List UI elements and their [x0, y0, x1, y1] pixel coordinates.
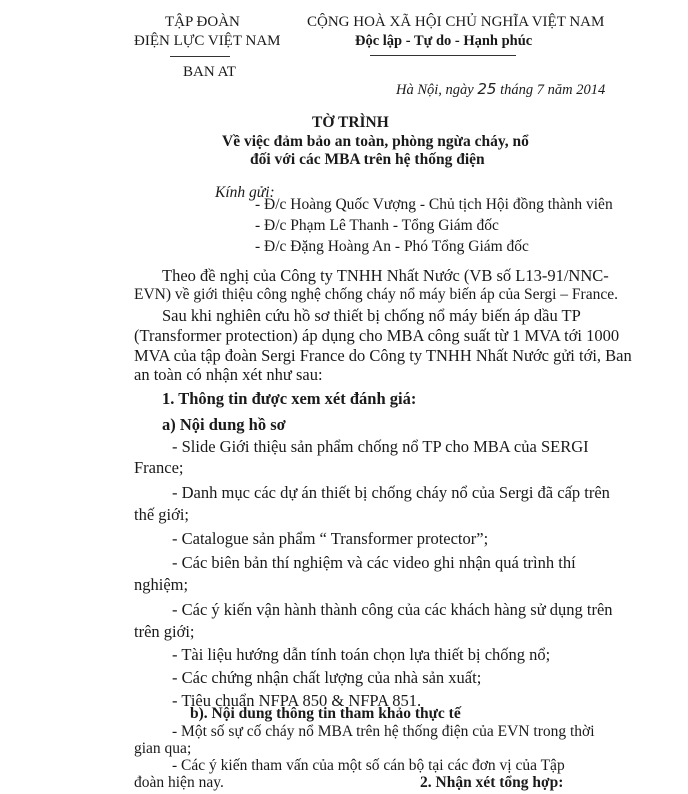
unit-name: BAN AT	[183, 64, 236, 80]
date-line	[396, 80, 605, 99]
list-item: France;	[134, 458, 184, 477]
date-month: tháng 7	[500, 82, 544, 98]
org-line1: TẬP ĐOÀN	[165, 14, 240, 30]
list-item: đoàn hiện nay.	[134, 774, 224, 791]
nation-line2: Độc lập - Tự do - Hạnh phúc	[355, 33, 533, 49]
recipients-label: Kính gửi:	[215, 184, 275, 201]
list-item: - Các biên bản thí nghiệm và các video ghi nhận quá trình thí	[172, 553, 576, 572]
org-line2: ĐIỆN LỰC VIỆT NAM	[134, 33, 281, 49]
intro-p2-line4: an toàn có nhận xét như sau:	[134, 365, 323, 384]
intro-p2-line2: (Transformer protection) áp dụng cho MBA công suất từ 1 MVA tới 1000	[134, 326, 620, 345]
intro-p1-line2: EVN) về giới thiệu công nghệ chống cháy nổ máy biến áp của Sergi – France.	[134, 286, 618, 303]
intro-p2-line3: MVA của tập đoàn Sergi France do Công ty TNHH Nhất Nước gửi tới, Ban	[134, 346, 632, 365]
list-item: - Tiêu chuẩn NFPA 850 & NFPA 851.	[172, 691, 422, 710]
section2-heading: 2. Nhận xét tổng hợp:	[420, 774, 564, 791]
intro-p2-line1: Sau khi nghiên cứu hồ sơ thiết bị chống nổ máy biến áp dầu TP	[162, 306, 581, 325]
nation-underline	[370, 55, 516, 56]
doc-subtitle-2: đối với các MBA trên hệ thống điện	[250, 151, 485, 168]
list-item: gian qua;	[134, 740, 192, 757]
list-item: - Một số sự cố cháy nổ MBA trên hệ thống điện của EVN trong thời	[172, 723, 595, 740]
date-prefix: Hà Nội, ngày	[396, 82, 474, 98]
doc-title: TỜ TRÌNH	[312, 114, 389, 131]
date-year: năm 2014	[547, 82, 606, 98]
intro-p1-line1: Theo đề nghị của Công ty TNHH Nhất Nước (VB số L13-91/NNC-	[162, 266, 609, 285]
list-item: - Tài liệu hướng dẫn tính toán chọn lựa thiết bị chống nổ;	[172, 645, 551, 664]
list-item: - Danh mục các dự án thiết bị chống cháy nổ của Sergi đã cấp trên	[172, 483, 610, 502]
nation-line1: CỘNG HOÀ XÃ HỘI CHỦ NGHĨA VIỆT NAM	[307, 14, 605, 30]
section1-heading: 1. Thông tin được xem xét đánh giá:	[162, 389, 417, 408]
date-day: 25	[477, 80, 497, 98]
recipient-3: - Đ/c Đặng Hoàng An - Phó Tổng Giám đốc	[255, 238, 529, 255]
list-item: - Các ý kiến tham vấn của một số cán bộ tại các đơn vị của Tập	[172, 757, 565, 774]
section1b-heading: b). Nội dung thông tin tham khảo thực tế	[190, 705, 461, 722]
list-item: - Các ý kiến vận hành thành công của các khách hàng sử dụng trên	[172, 600, 613, 619]
list-item: nghiệm;	[134, 575, 189, 594]
recipient-1: - Đ/c Hoàng Quốc Vượng - Chủ tịch Hội đồng thành viên	[255, 196, 613, 213]
section1a-heading: a) Nội dung hồ sơ	[162, 415, 286, 434]
doc-subtitle-1: Về việc đảm bảo an toàn, phòng ngừa cháy, nổ	[222, 133, 529, 150]
recipient-2: - Đ/c Phạm Lê Thanh - Tổng Giám đốc	[255, 217, 499, 234]
list-item: - Slide Giới thiệu sản phẩm chống nổ TP cho MBA của SERGI	[172, 437, 589, 456]
list-item: - Các chứng nhận chất lượng của nhà sản xuất;	[172, 668, 482, 687]
list-item: - Catalogue sản phẩm “ Transformer protector”;	[172, 529, 489, 548]
org-underline	[170, 56, 230, 57]
list-item: trên giới;	[134, 622, 195, 641]
list-item: thế giới;	[134, 505, 190, 524]
